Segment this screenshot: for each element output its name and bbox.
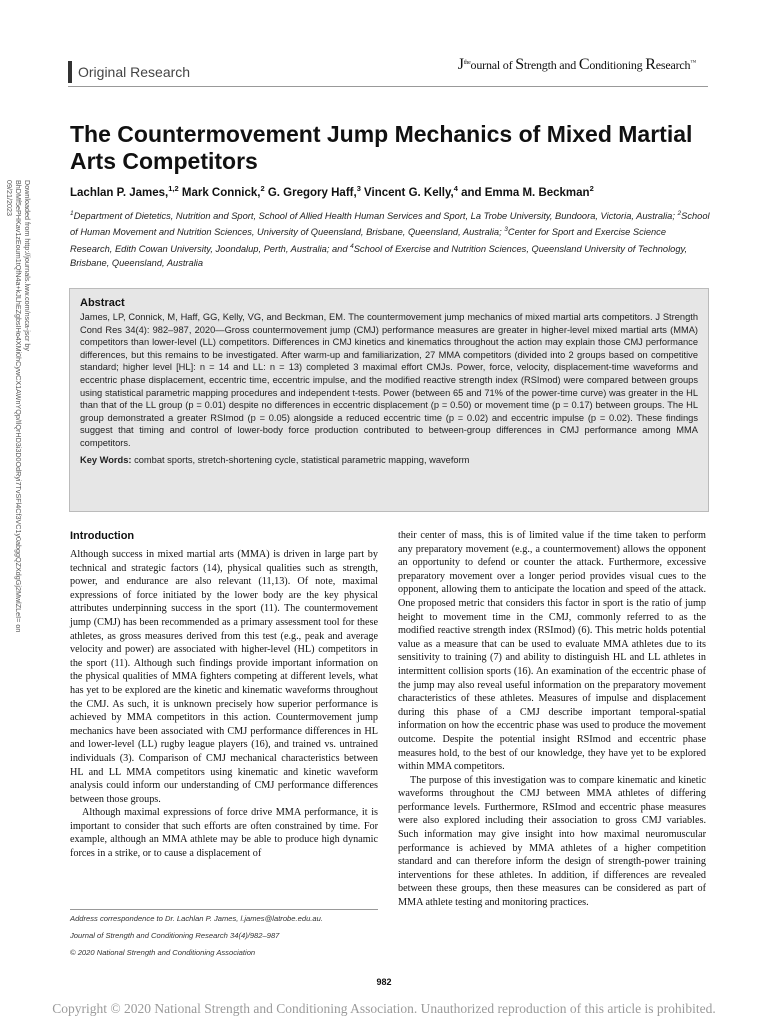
journal-the: the: [463, 60, 471, 66]
affil-text: Center for Sport and Exercise Science Research, Edith Cowan University, Joondalup, Perth, Australia; and: [70, 227, 666, 254]
author-name: Vincent G. Kelly,: [360, 186, 454, 199]
keywords: [80, 455, 698, 465]
author-name: G. Gregory Haff,: [264, 186, 357, 199]
affil-text: School of Human Movement and Nutrition Sciences, University of Queensland, Brisbane, Queensland, Australia;: [70, 211, 710, 238]
paragraph: The purpose of this investigation was to compare kinematic and kinetic waveforms throughout the CMJ between MMA athletes of differing performance levels. Furthermore, RSImod and eccentric phase measures were also explored including their association to gross CMJ variables. Such information may give insight into how maximal neuromuscular performance is achieved by MMA athletes of a higher competition standard and can therefore inform the design of strength-power training interventions for these athletes. In addition, if differences are revealed between these groups, then these measures can be considered as part of MMA athlete testing and monitoring practices.: [398, 774, 706, 909]
article-title: The Countermovement Jump Mechanics of Mixed Martial Arts Competitors: [70, 121, 693, 174]
journal-tm: ™: [690, 60, 696, 66]
author-affil: 2: [260, 184, 265, 193]
journal-j: J: [457, 56, 464, 73]
affil-text: Department of Dietetics, Nutrition and Sport, School of Allied Health Human Services and Sport, La Trobe University, Bundoora, Victoria, Australia;: [73, 211, 678, 222]
affil-marker: 3: [504, 226, 508, 234]
journal-c: C: [578, 56, 590, 73]
paragraph: their center of mass, this is of limited value if the time taken to perform any preparatory movement (e.g., a countermovement) allows the opponent an opportunity to defend or counter the attack. Furthermore, excessive preparatory movement over a longer period provides visual cues to the opponent, allowing them to anticipate the location and speed of the attack. One proposed metric that considers this factor in sport is the ratio of jump height to movement time in the CMJ, commonly referred to as the modified reactive strength index (RSImod) (6). This metric holds potential value as a measure that can be used to evaluate MMA athletes due to its sensitivity to training (7) and ability to distinguish HL and LL athletes in intermittent collision sports (16). An examination of the eccentric phase of the jump may also reveal useful information on the preparatory movement characteristics of these athletes. Measures of impulse and displacement during this phase of a CMJ describe important temporal-spatial information on how the eccentric phase was used to produce the movement outcome. Despite the potential insight RSImod and eccentric phase measures hold, to the best of our knowledge, they have yet to be explored within MMA competitors.: [398, 530, 706, 773]
affil-marker: 2: [677, 210, 682, 217]
author-affil: 3: [356, 184, 361, 193]
author-affil: 4: [453, 184, 458, 193]
keywords-text: combat sports, stretch-shortening cycle, statistical parametric mapping, waveform: [134, 454, 470, 465]
section-label: Original Research: [78, 64, 191, 80]
abstract-box: [69, 288, 709, 512]
footnote-copyright: © 2020 National Strength and Conditioning Association: [70, 948, 256, 957]
journal-logo: [458, 56, 696, 74]
author-affil: 1,2: [168, 184, 179, 193]
keywords-label: Key Words:: [80, 454, 132, 465]
affiliations: [70, 207, 710, 270]
journal-r: R: [645, 56, 656, 73]
affil-marker: 4: [350, 242, 354, 250]
affil-text: School of Exercise and Nutrition Sciences, Queensland University of Technology, Brisbane, Queensland, Australia: [70, 243, 688, 268]
copyright-watermark: Copyright © 2020 National Strength and Conditioning Association. Unauthorized reproduction of this article is prohibited.: [52, 1001, 716, 1016]
paragraph: Although maximal expressions of force drive MMA performance, it is important to consider that such efforts are often constrained by time. For example, although an MMA athlete may be able to produce high dynamic forces in a strike, or to cause a displacement of: [70, 807, 378, 860]
journal-rest1: ournal of: [470, 58, 516, 72]
abstract-body: James, LP, Connick, M, Haff, GG, Kelly, VG, and Beckman, EM. The countermovement jump mechanics of mixed martial arts competitors. J Strength Cond Res 34(4): 982–987, 2020—Gross countermovement jump (CMJ) performance measures are greater in higher-level mixed martial arts (MMA) competitors than lower-level (LL) competitors. Differences in CMJ kinetics and kinematics throughout the action may explain those CMJ performance differences, but this remains to be investigated. After warm-up and familiarization, 27 MMA competitors (divided into 2 groups based on competitive standard; higher level [HL]: n = 14 and LL: n = 13) completed 3 maximal effort CMJs. Power, force, velocity, displacement-time waveforms and eccentric phase displacement, eccentric time, eccentric impulse, and the modified reactive strength index (RSImod) were compared between groups using statistical parametric mapping procedures and independent t-tests. Power (between 65 and 71% of the power-time curve) was greater in the HL than that of the LL group (p = 0.01) despite no differences in eccentric displacement (p = 0.50) or movement time (p = 0.17) between groups. The HL group demonstrated a greater RSImod (p = 0.05) alongside a reduced eccentric time (p = 0.02) and eccentric impulse (p = 0.02). These findings suggest that timing and control of lower-body force production contributed to between-group differences in CMJ performance among MMA competitors.: [80, 312, 698, 448]
paragraph: Although success in mixed martial arts (MMA) is driven in large part by technical and strategic factors (14), physical qualities such as strength, power, and endurance are also relevant (11,13). Of note, maximal expressions of force initiated by the lower body are the key physical attributes underpinning success in the sport (11). The countermovement jump (CMJ) has been recommended as a primary assessment tool for these athletes, as gross measures derived from this test (e.g., peak and average velocity and power) are associated with higher-level (HL) competitors in the sport (11). Although such findings provide important information on the physical qualities of MMA fighters competing at different levels, what has yet to be explored are the kinetic and kinematic waveforms throughout the CMJ. As such, it is unknown precisely how superior performance is achieved by MMA competitors in this action. Countermovement jump mechanics have been associated with CMJ performance differences in HL and lower-level (LL) rugby league players (16), and trained vs. untrained individuals (3). Comparison of CMJ mechanical characteristics between HL and LL MMA competitors using kinematic and kinetic waveform analysis could inform our understanding of CMJ performance differences between those groups.: [70, 549, 378, 805]
intro-heading: Introduction: [70, 530, 135, 542]
author-list: [70, 184, 594, 199]
author-name: and Emma M. Beckman: [457, 186, 590, 199]
footnote-rule: [70, 909, 378, 910]
column-left: [70, 548, 378, 861]
abstract-heading: Abstract: [80, 297, 125, 309]
section-tag: [68, 60, 190, 84]
author-affil: 2: [589, 184, 594, 193]
footnote-citation: Journal of Strength and Conditioning Research 34(4)/982–987: [70, 931, 280, 940]
affil-marker: 1: [70, 210, 74, 217]
journal-rest4: esearch: [655, 58, 691, 72]
section-tag-bar: [68, 61, 72, 83]
author-name: Lachlan P. James,: [70, 186, 169, 199]
header-rule: [68, 86, 708, 87]
download-note: Downloaded from http://journals.lww.com/nsca-jscr by BhDMf5ePHKav1zEoum1tQfN4a+kJLhEZgbsIHo4XMi0hCywCX1AWnYQp/IlQrHD3i3D0OdRyi7TvSFl4Cf3VC1y0abggQZXdgGj2MwlZLeI= on 09/21/2023: [5, 180, 32, 633]
page-number: 982: [376, 977, 392, 987]
journal-rest2: trength and: [523, 58, 579, 72]
journal-s: S: [515, 56, 524, 73]
column-right: [398, 529, 706, 910]
footnote-correspondence: Address correspondence to Dr. Lachlan P. James, l.james@latrobe.edu.au.: [70, 914, 323, 923]
journal-rest3: onditioning: [589, 58, 646, 72]
author-name: Mark Connick,: [178, 186, 261, 199]
